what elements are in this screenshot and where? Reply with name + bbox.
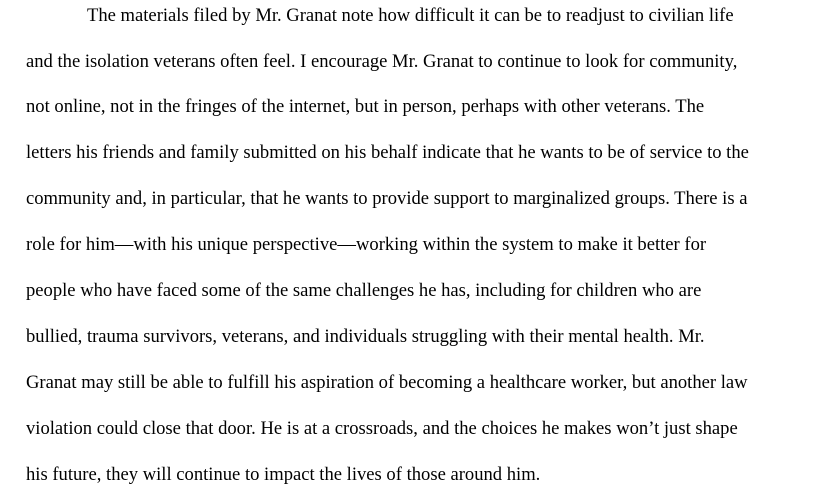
paragraph-line-6: role for him—with his unique perspective—working within the system to make it better for bbox=[26, 234, 707, 255]
paragraph-line-10: violation could close that door. He is at a crossroads, and the choices he makes won’t just shape bbox=[26, 418, 738, 439]
paragraph-line-5: community and, in particular, that he wants to provide support to marginalized groups. There is a bbox=[26, 188, 748, 209]
paragraph-line-4: letters his friends and family submitted on his behalf indicate that he wants to be of service to the bbox=[26, 142, 749, 163]
paragraph-line-11: his future, they will continue to impact the lives of those around him. bbox=[26, 464, 541, 485]
paragraph-line-8: bullied, trauma survivors, veterans, and individuals struggling with their mental health. Mr. bbox=[26, 326, 705, 347]
paragraph-line-1: The materials filed by Mr. Granat note how difficult it can be to readjust to civilian life bbox=[87, 5, 734, 26]
paragraph-line-2: and the isolation veterans often feel. I encourage Mr. Granat to continue to look for community, bbox=[26, 51, 738, 72]
paragraph-line-7: people who have faced some of the same challenges he has, including for children who are bbox=[26, 280, 702, 301]
paragraph-line-3: not online, not in the fringes of the internet, but in person, perhaps with other veterans. The bbox=[26, 96, 705, 117]
paragraph-line-9: Granat may still be able to fulfill his aspiration of becoming a healthcare worker, but another law bbox=[26, 372, 748, 393]
